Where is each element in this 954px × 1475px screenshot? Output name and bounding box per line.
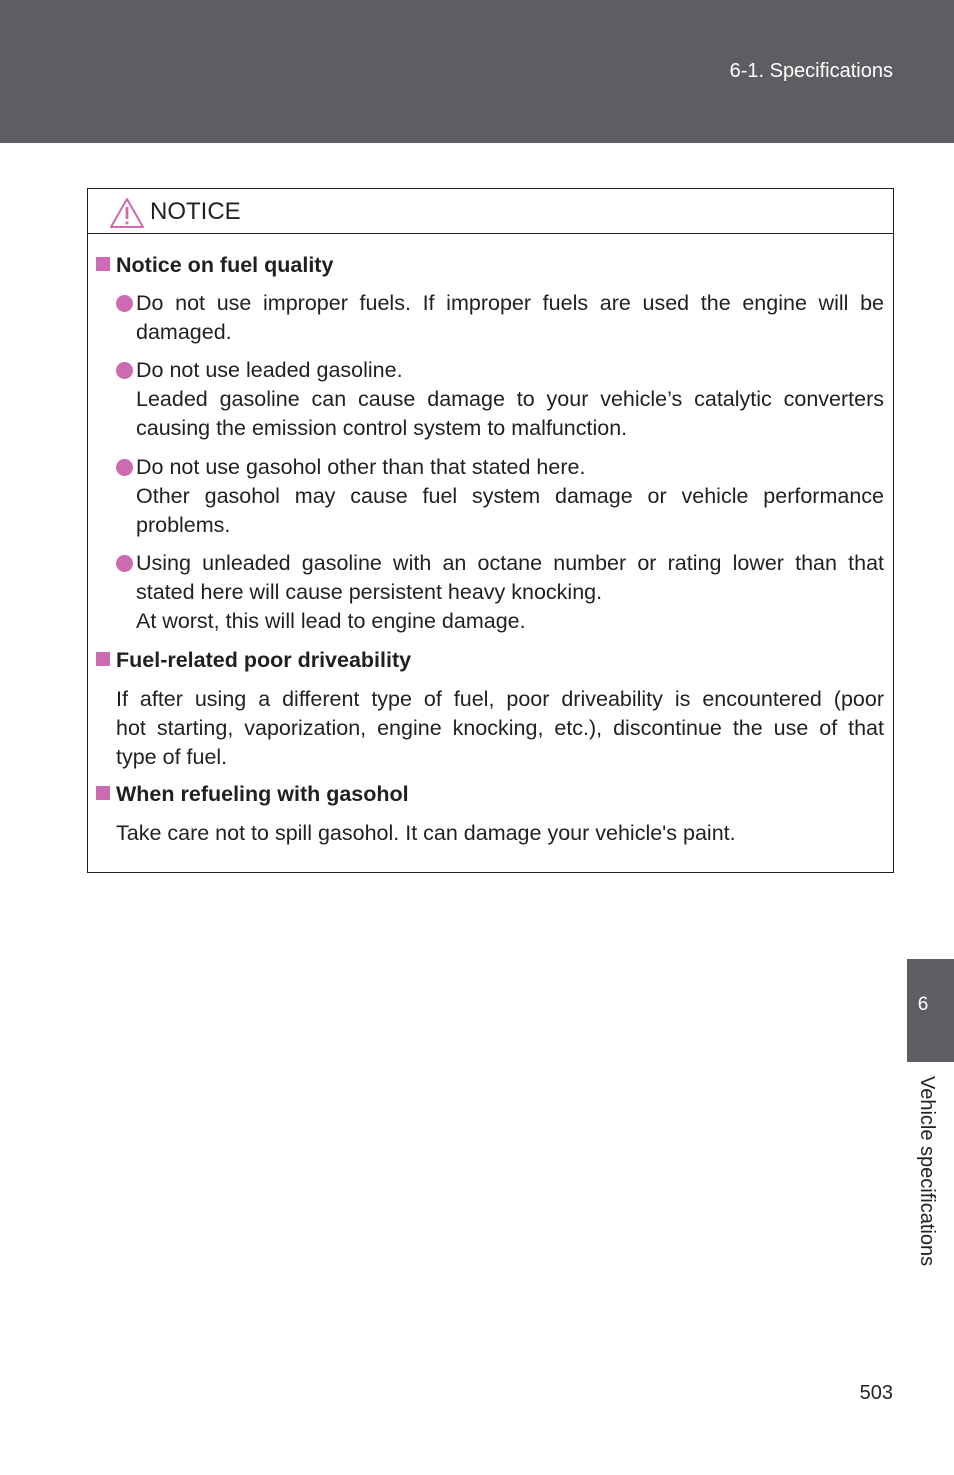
section-heading-poor-driveability: Fuel-related poor driveability bbox=[96, 646, 411, 675]
driveability-text: If after using a different type of fuel, poor driveability is encountered (poor hot starting, vaporization, engine knocking, etc.), discontinue the use of that type of fuel. bbox=[116, 687, 884, 770]
section-title: 6-1. Specifications bbox=[729, 60, 893, 82]
bullet-dot-icon bbox=[116, 362, 133, 379]
page-header bbox=[0, 0, 954, 143]
section-square-icon bbox=[96, 652, 110, 666]
section-heading-fuel-quality: Notice on fuel quality bbox=[96, 251, 333, 280]
refueling-text: Take care not to spill gasohol. It can damage your vehicle's paint. bbox=[116, 821, 736, 845]
page-number: 503 bbox=[859, 1382, 893, 1404]
notice-box bbox=[87, 188, 894, 873]
bullet-dot-icon bbox=[116, 459, 133, 476]
section-square-icon bbox=[96, 257, 110, 271]
notice-content bbox=[88, 189, 893, 872]
bullet-leaded-gasoline: Do not use leaded gasoline. Leaded gasoline can cause damage to your vehicle’s catalytic converters causing the emission control system to malfunction. bbox=[136, 358, 884, 441]
chapter-number: 6 bbox=[917, 994, 929, 1015]
bullet-improper-fuels: Do not use improper fuels. If improper fuels are used the engine will be damaged. bbox=[136, 291, 884, 345]
chapter-title: Vehicle specifications bbox=[916, 1076, 938, 1267]
chapter-tab bbox=[907, 959, 954, 1062]
notice-label: NOTICE bbox=[150, 198, 241, 225]
bullet-dot-icon bbox=[116, 555, 133, 572]
bullet-gasohol: Do not use gasohol other than that stated here. Other gasohol may cause fuel system damage or vehicle performance problems. bbox=[136, 455, 884, 538]
bullet-octane: Using unleaded gasoline with an octane number or rating lower than that stated here will cause persistent heavy knocking. At worst, this will lead to engine damage. bbox=[136, 551, 884, 634]
section-heading-refueling-gasohol: When refueling with gasohol bbox=[96, 780, 409, 809]
bullet-dot-icon bbox=[116, 295, 133, 312]
section-square-icon bbox=[96, 786, 110, 800]
